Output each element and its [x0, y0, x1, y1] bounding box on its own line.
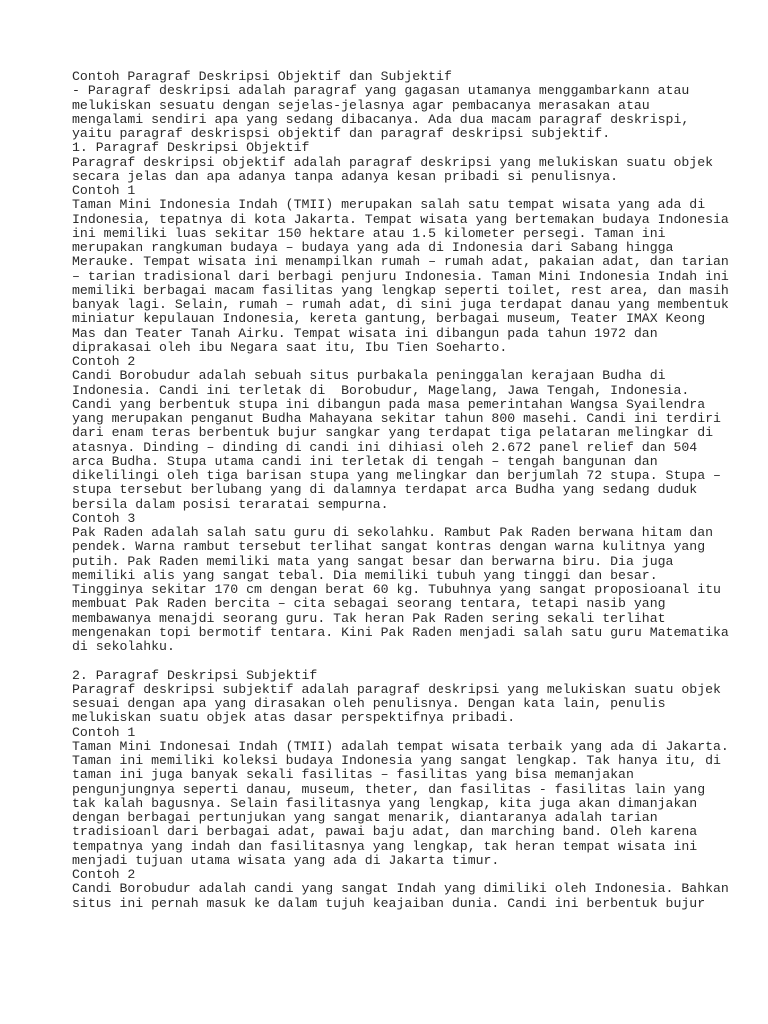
text-line: – tarian tradisional dari berbagi penjuru Indonesia. Taman Mini Indonesia Indah ini — [72, 268, 729, 284]
text-line: ini memiliki luas sekitar 150 hektare atau 1.5 kilometer persegi. Taman ini — [72, 225, 666, 241]
text-line: Contoh 2 — [72, 354, 136, 369]
text-line: 2. Paragraf Deskripsi Subjektif — [72, 667, 318, 683]
text-line: membawanya menajdi seorang guru. Tak heran Pak Raden sering sekali terlihat — [72, 610, 666, 626]
text-line: banyak lagi. Selain, rumah – rumah adat, di sini juga terdapat danau yang membentuk — [72, 297, 729, 312]
text-line: Taman Mini Indonesai Indah (TMII) adalah tempat wisata terbaik yang ada di Jakarta. — [72, 738, 729, 754]
text-line: Paragraf deskripsi objektif adalah paragraf deskripsi yang melukiskan suatu objek — [72, 154, 714, 170]
text-line: dari enam teras berbentuk bujur sangkar yang terdapat tiga pelataran melingkar di — [72, 425, 714, 441]
text-line: Taman ini memiliki koleksi budaya Indonesia yang sangat lengkap. Tak hanya itu, di — [72, 753, 721, 768]
text-line: melukiskan suatu objek atas dasar perspektifnya pribadi. — [72, 710, 516, 726]
text-line: dengan berbagai pertunjukan yang sangat menarik, diantaranya adalah tarian — [72, 810, 658, 825]
text-line: stupa tersebut berlubang yang di dalamnya terdapat arca Budha yang sedang duduk — [72, 482, 698, 498]
text-line — [72, 654, 732, 668]
text-line: Contoh 1 — [72, 183, 136, 198]
text-line: putih. Pak Raden memiliki mata yang sangat besar dan berwarna biru. Dia juga — [72, 553, 674, 569]
text-line: yaitu paragraf deskrispsi objektif dan paragraf deskripsi subjektif. — [72, 126, 611, 141]
text-line: Contoh 1 — [72, 724, 136, 740]
text-line: pengunjungnya seperti danau, museum, theter, dan fasilitas - fasilitas lain yang — [72, 781, 706, 797]
text-line: miniatur kepulauan Indonesia, kereta gantung, berbagai museum, Teater IMAX Keong — [72, 311, 706, 327]
text-line: pendek. Warna rambut tersebut terlihat sangat kontras dengan warna kulitnya yang — [72, 539, 706, 555]
document-body — [72, 70, 732, 911]
text-line: merupakan rangkuman budaya – budaya yang ada di Indonesia dari Sabang hingga — [72, 240, 674, 255]
text-line: yang merupakan penganut Budha Mahayana sekitar tahun 800 masehi. Candi ini terdiri — [72, 411, 721, 426]
text-line: di sekolahku. — [72, 639, 175, 654]
text-line: atasnya. Dinding – dinding di candi ini dihiasi oleh 2.672 panel relief dan 504 — [72, 439, 698, 455]
text-line: Candi Borobudur adalah sebuah situs purbakala peninggalan kerajaan Budha di — [72, 368, 666, 384]
text-line: Merauke. Tempat wisata ini menampilkan rumah – rumah adat, pakaian adat, dan tarian — [72, 254, 729, 270]
text-line: arca Budha. Stupa utama candi ini terletak di tengah – tengah bangunan dan — [72, 453, 658, 469]
text-line: tempatnya yang indah dan fasilitasnya yang lengkap, tak heran tempat wisata ini — [72, 838, 698, 854]
text-line: diprakasai oleh ibu Negara saat itu, Ibu Tien Soeharto. — [72, 339, 508, 355]
text-line: memiliki alis yang sangat tebal. Dia memiliki tubuh yang tinggi dan besar. — [72, 567, 658, 583]
text-line: Candi Borobudur adalah candi yang sangat Indah yang dimiliki oleh Indonesia. Bahkan — [72, 881, 729, 897]
text-line: Paragraf deskripsi subjektif adalah paragraf deskripsi yang melukiskan suatu objek — [72, 681, 721, 697]
text-line: mengenakan topi bermotif tentara. Kini Pak Raden menjadi salah satu guru Matematika — [72, 624, 729, 640]
text-line: sesuai dengan apa yang dirasakan oleh penulisnya. Dengan kata lain, penulis — [72, 696, 666, 711]
text-line: membuat Pak Raden bercita – cita sebagai seorang tentara, tetapi nasib yang — [72, 596, 666, 612]
text-line: mengalami sendiri apa yang sedang dibacanya. Ada dua macam paragraf deskrispi, — [72, 111, 690, 127]
text-line: secara jelas dan apa adanya tanpa adanya kesan pribadi si penulisnya. — [72, 168, 619, 184]
text-line: Pak Raden adalah salah satu guru di sekolahku. Rambut Pak Raden berwana hitam dan — [72, 525, 714, 540]
text-line: Tingginya sekitar 170 cm dengan berat 60 kg. Tubuhnya yang sangat proposioanal itu — [72, 582, 721, 597]
text-line: Mas dan Teater Tanah Airku. Tempat wisata ini dibangun pada tahun 1972 dan — [72, 325, 658, 341]
text-line: Taman Mini Indonesia Indah (TMII) merupakan salah satu tempat wisata yang ada di — [72, 197, 706, 213]
text-line: melukiskan sesuatu dengan sejelas-jelasnya agar pembacanya merasakan atau — [72, 97, 650, 113]
text-line: Indonesia, tepatnya di kota Jakarta. Tempat wisata yang bertemakan budaya Indonesia — [72, 211, 729, 227]
text-line: memiliki berbagai macam fasilitas yang lengkap seperti toilet, rest area, dan masih — [72, 282, 729, 298]
text-line: Contoh 3 — [72, 510, 136, 526]
text-line: situs ini pernah masuk ke dalam tujuh keajaiban dunia. Candi ini berbentuk bujur — [72, 895, 706, 911]
text-line: Contoh Paragraf Deskripsi Objektif dan Subjektif — [72, 69, 452, 84]
text-line: tak kalah bagusnya. Selain fasilitasnya yang lengkap, kita juga akan dimanjakan — [72, 795, 698, 811]
text-line: Contoh 2 — [72, 867, 136, 882]
text-line: dikelilingi oleh tiga barisan stupa yang melingkar dan berjumlah 72 stupa. Stupa – — [72, 468, 721, 483]
text-line: bersila dalam posisi teraratai sempurna. — [72, 496, 389, 512]
text-line: 1. Paragraf Deskripsi Objektif — [72, 140, 310, 156]
text-line: menjadi tujuan utama wisata yang ada di Jakarta timur. — [72, 852, 500, 868]
text-line: Indonesia. Candi ini terletak di Borobudur, Magelang, Jawa Tengah, Indonesia. — [72, 382, 690, 398]
text-line: taman ini juga banyak sekali fasilitas – fasilitas yang bisa memanjakan — [72, 767, 634, 783]
text-line: Candi yang berbentuk stupa ini dibangun pada masa pemerintahan Wangsa Syailendra — [72, 396, 706, 412]
text-line: - Paragraf deskripsi adalah paragraf yang gagasan utamanya menggambarkann atau — [72, 83, 690, 99]
text-line: tradisioanl dari berbagai adat, pawai baju adat, dan marching band. Oleh karena — [72, 824, 698, 840]
